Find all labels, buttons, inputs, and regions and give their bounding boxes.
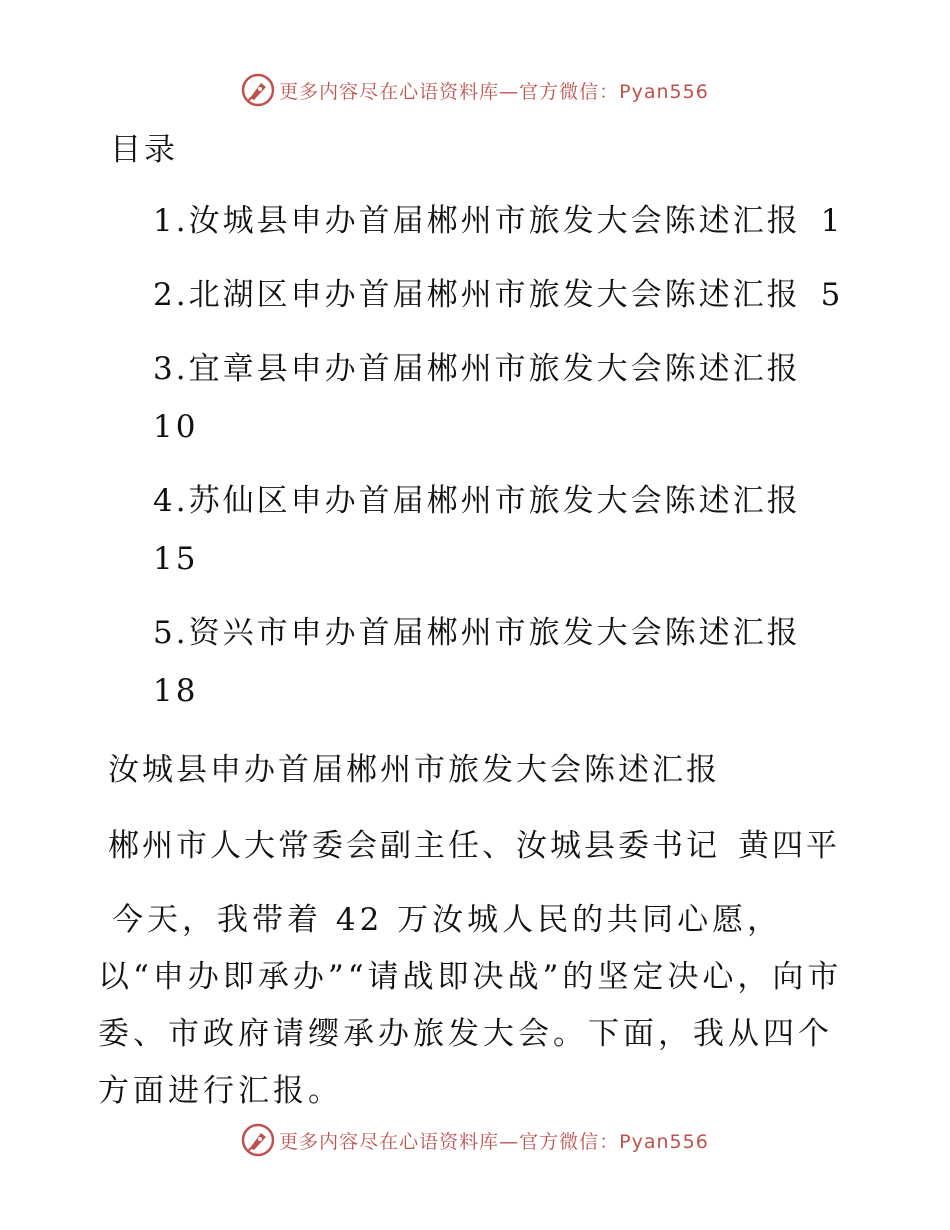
toc-page-number: 1 [820, 203, 844, 239]
body-paragraph: 今天，我带着 42 万汝城人民的共同心愿，以“申办即承办”“请战即决战”的坚定决心，向市委、市政府请缨承办旅发大会。下面，我从四个方面进行汇报。 [98, 902, 843, 1109]
toc-number: 1. [153, 203, 189, 239]
toc-title: 汝城县申办首届郴州市旅发大会陈述汇报 [188, 203, 801, 239]
toc-item[interactable] [153, 340, 853, 456]
watermark-text: 更多内容尽在心语资料库—官方微信：Pyan556 [279, 1130, 709, 1153]
toc-number: 4. [153, 483, 189, 519]
author-role: 郴州市人大常委会副主任、汝城县委书记 [108, 828, 720, 864]
toc-title: 北湖区申办首届郴州市旅发大会陈述汇报 [188, 277, 801, 313]
toc-page-number: 5 [820, 277, 844, 313]
toc-page-number: 15 [153, 541, 199, 577]
pen-nib-logo-icon [241, 1123, 275, 1157]
toc-item[interactable] [153, 604, 853, 720]
toc-number: 3. [153, 351, 189, 387]
section-title: 汝城县申办首届郴州市旅发大会陈述汇报 [108, 752, 720, 788]
author-line [108, 820, 840, 865]
pen-nib-logo-icon [241, 73, 275, 107]
author-name: 黄四平 [738, 828, 840, 864]
header-watermark [0, 70, 950, 110]
toc-item[interactable] [153, 266, 853, 324]
toc-number: 2. [153, 277, 189, 313]
toc-list [153, 192, 853, 720]
toc-item[interactable] [153, 472, 853, 588]
toc-page-number: 10 [153, 409, 199, 445]
toc-number: 5. [153, 615, 189, 651]
toc-title: 苏仙区申办首届郴州市旅发大会陈述汇报 [188, 483, 801, 519]
toc-heading: 目录 [110, 132, 178, 168]
footer-watermark [0, 1120, 950, 1160]
toc-page-number: 18 [153, 673, 199, 709]
toc-title: 资兴市申办首届郴州市旅发大会陈述汇报 [188, 615, 801, 651]
watermark-text: 更多内容尽在心语资料库—官方微信：Pyan556 [279, 80, 709, 103]
toc-title: 宜章县申办首届郴州市旅发大会陈述汇报 [188, 351, 801, 387]
toc-item[interactable] [153, 192, 853, 250]
